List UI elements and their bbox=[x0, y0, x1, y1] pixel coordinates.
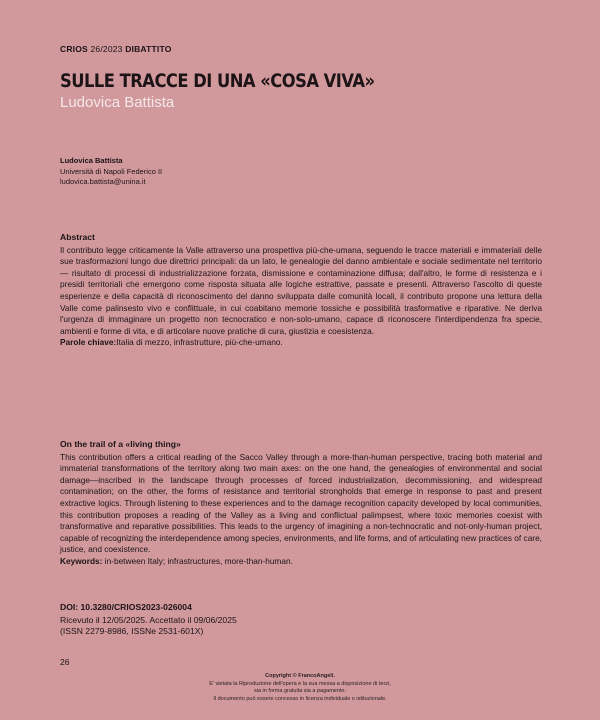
copyright-line-4: Il documento può essere concesso in licenza individuale o istituzionale. bbox=[213, 695, 387, 702]
english-abstract-section bbox=[60, 439, 542, 568]
copyright-line-1: Copyright © FrancoAngeli. bbox=[265, 673, 335, 679]
keywords-english bbox=[60, 556, 542, 568]
english-text: This contribution offers a critical reading of the Sacco Valley through a more-than-human perspective, tracing both material and immaterial transformations of the territory along two main axes: on the one hand, the genealogies of environmental and social damage—inscribed in the landscape through processes of forced industrialization, decommissioning, and widespread contamination; on the other, the forms of resistance and territorial strongholds that emerge in response to past and present extractive logics. Through listening to these experiences and to the damage recognition capacity developed by local communities, this contribution proposes a reading of the Valley as a living and conflictual palimpsest, where toxic memories coexist with transformative and reparative possibilities. This leads to the urgency of imagining a non-technocratic and not-only-human project, capable of recognizing the interdependence among species, environments, and life forms, and of articulating new practices of care, justice, and coexistence. bbox=[60, 451, 542, 555]
article-author-heading: Ludovica Battista bbox=[60, 94, 175, 111]
doi[interactable]: DOI: 10.3280/CRIOS2023-026004 bbox=[60, 602, 192, 612]
keywords-italian-values: Italia di mezzo, infrastrutture, più-che-umano. bbox=[116, 337, 283, 348]
abstract-title: Abstract bbox=[60, 232, 95, 242]
copyright-line-3: sia in forma gratuita sia a pagamento. bbox=[253, 688, 347, 694]
english-title: On the trail of a «living thing» bbox=[60, 439, 181, 449]
keywords-english-label: Keywords: bbox=[60, 555, 103, 566]
journal-header bbox=[60, 44, 172, 54]
keywords-english-values: in-between Italy; infrastructures, more-than-human. bbox=[104, 555, 293, 566]
publication-info bbox=[60, 602, 237, 637]
article-title: SULLE TRACCE DI UNA «COSA VIVA» bbox=[60, 70, 375, 92]
keywords-italian bbox=[60, 337, 542, 349]
abstract-section bbox=[60, 232, 542, 349]
author-info bbox=[60, 156, 162, 188]
author-email[interactable]: ludovica.battista@unina.it bbox=[60, 177, 146, 186]
page-number: 26 bbox=[60, 657, 70, 667]
journal-name: CRIOS bbox=[60, 44, 88, 54]
journal-section: DIBATTITO bbox=[125, 44, 172, 54]
copyright-line-2: E' vietata la Riproduzione dell'opera e la sua messa a disposizione di terzi, bbox=[209, 680, 391, 687]
copyright-notice bbox=[140, 673, 460, 703]
keywords-italian-label: Parole chiave: bbox=[60, 337, 117, 348]
received-accepted-dates: Ricevuto il 12/05/2025. Accettato il 09/06/2025 bbox=[60, 615, 237, 625]
issn: (ISSN 2279-8986, ISSNe 2531-601X) bbox=[60, 626, 204, 636]
journal-issue: 26/2023 bbox=[90, 44, 123, 54]
author-affiliation: Università di Napoli Federico II bbox=[60, 166, 163, 176]
author-name: Ludovica Battista bbox=[60, 156, 123, 165]
abstract-text: Il contributo legge criticamente la Valle attraverso una prospettiva più-che-umana, seguendo le tracce materiali e immateriali delle sue trasformazioni lungo due direttrici principali: da un lato, le genealogie del danno ambientale e sociale sedimentate nel territorio — risultato di processi di industrializzazione forzata, dismissione e contaminazione diffusa; dall'altro, le forme di resistenza e i presidi territoriali che emergono come risposta situata alle logiche estrattive, passate e presenti. Attraverso l'ascolto di queste esperienze e della capacità di riconoscimento del danno sviluppata dalle comunità locali, il contributo propone una lettura della Valle come palinsesto vivo e conflittuale, in cui coabitano memorie tossiche e possibilità trasformative e riparative. Ne deriva l'urgenza di immaginare un progetto non tecnocratico e non-solo-umano, capace di riconoscere l'interdipendenza fra specie, ambienti e forme di vita, e di articolare nuove pratiche di cura, giustizia e coesistenza. bbox=[60, 244, 542, 336]
